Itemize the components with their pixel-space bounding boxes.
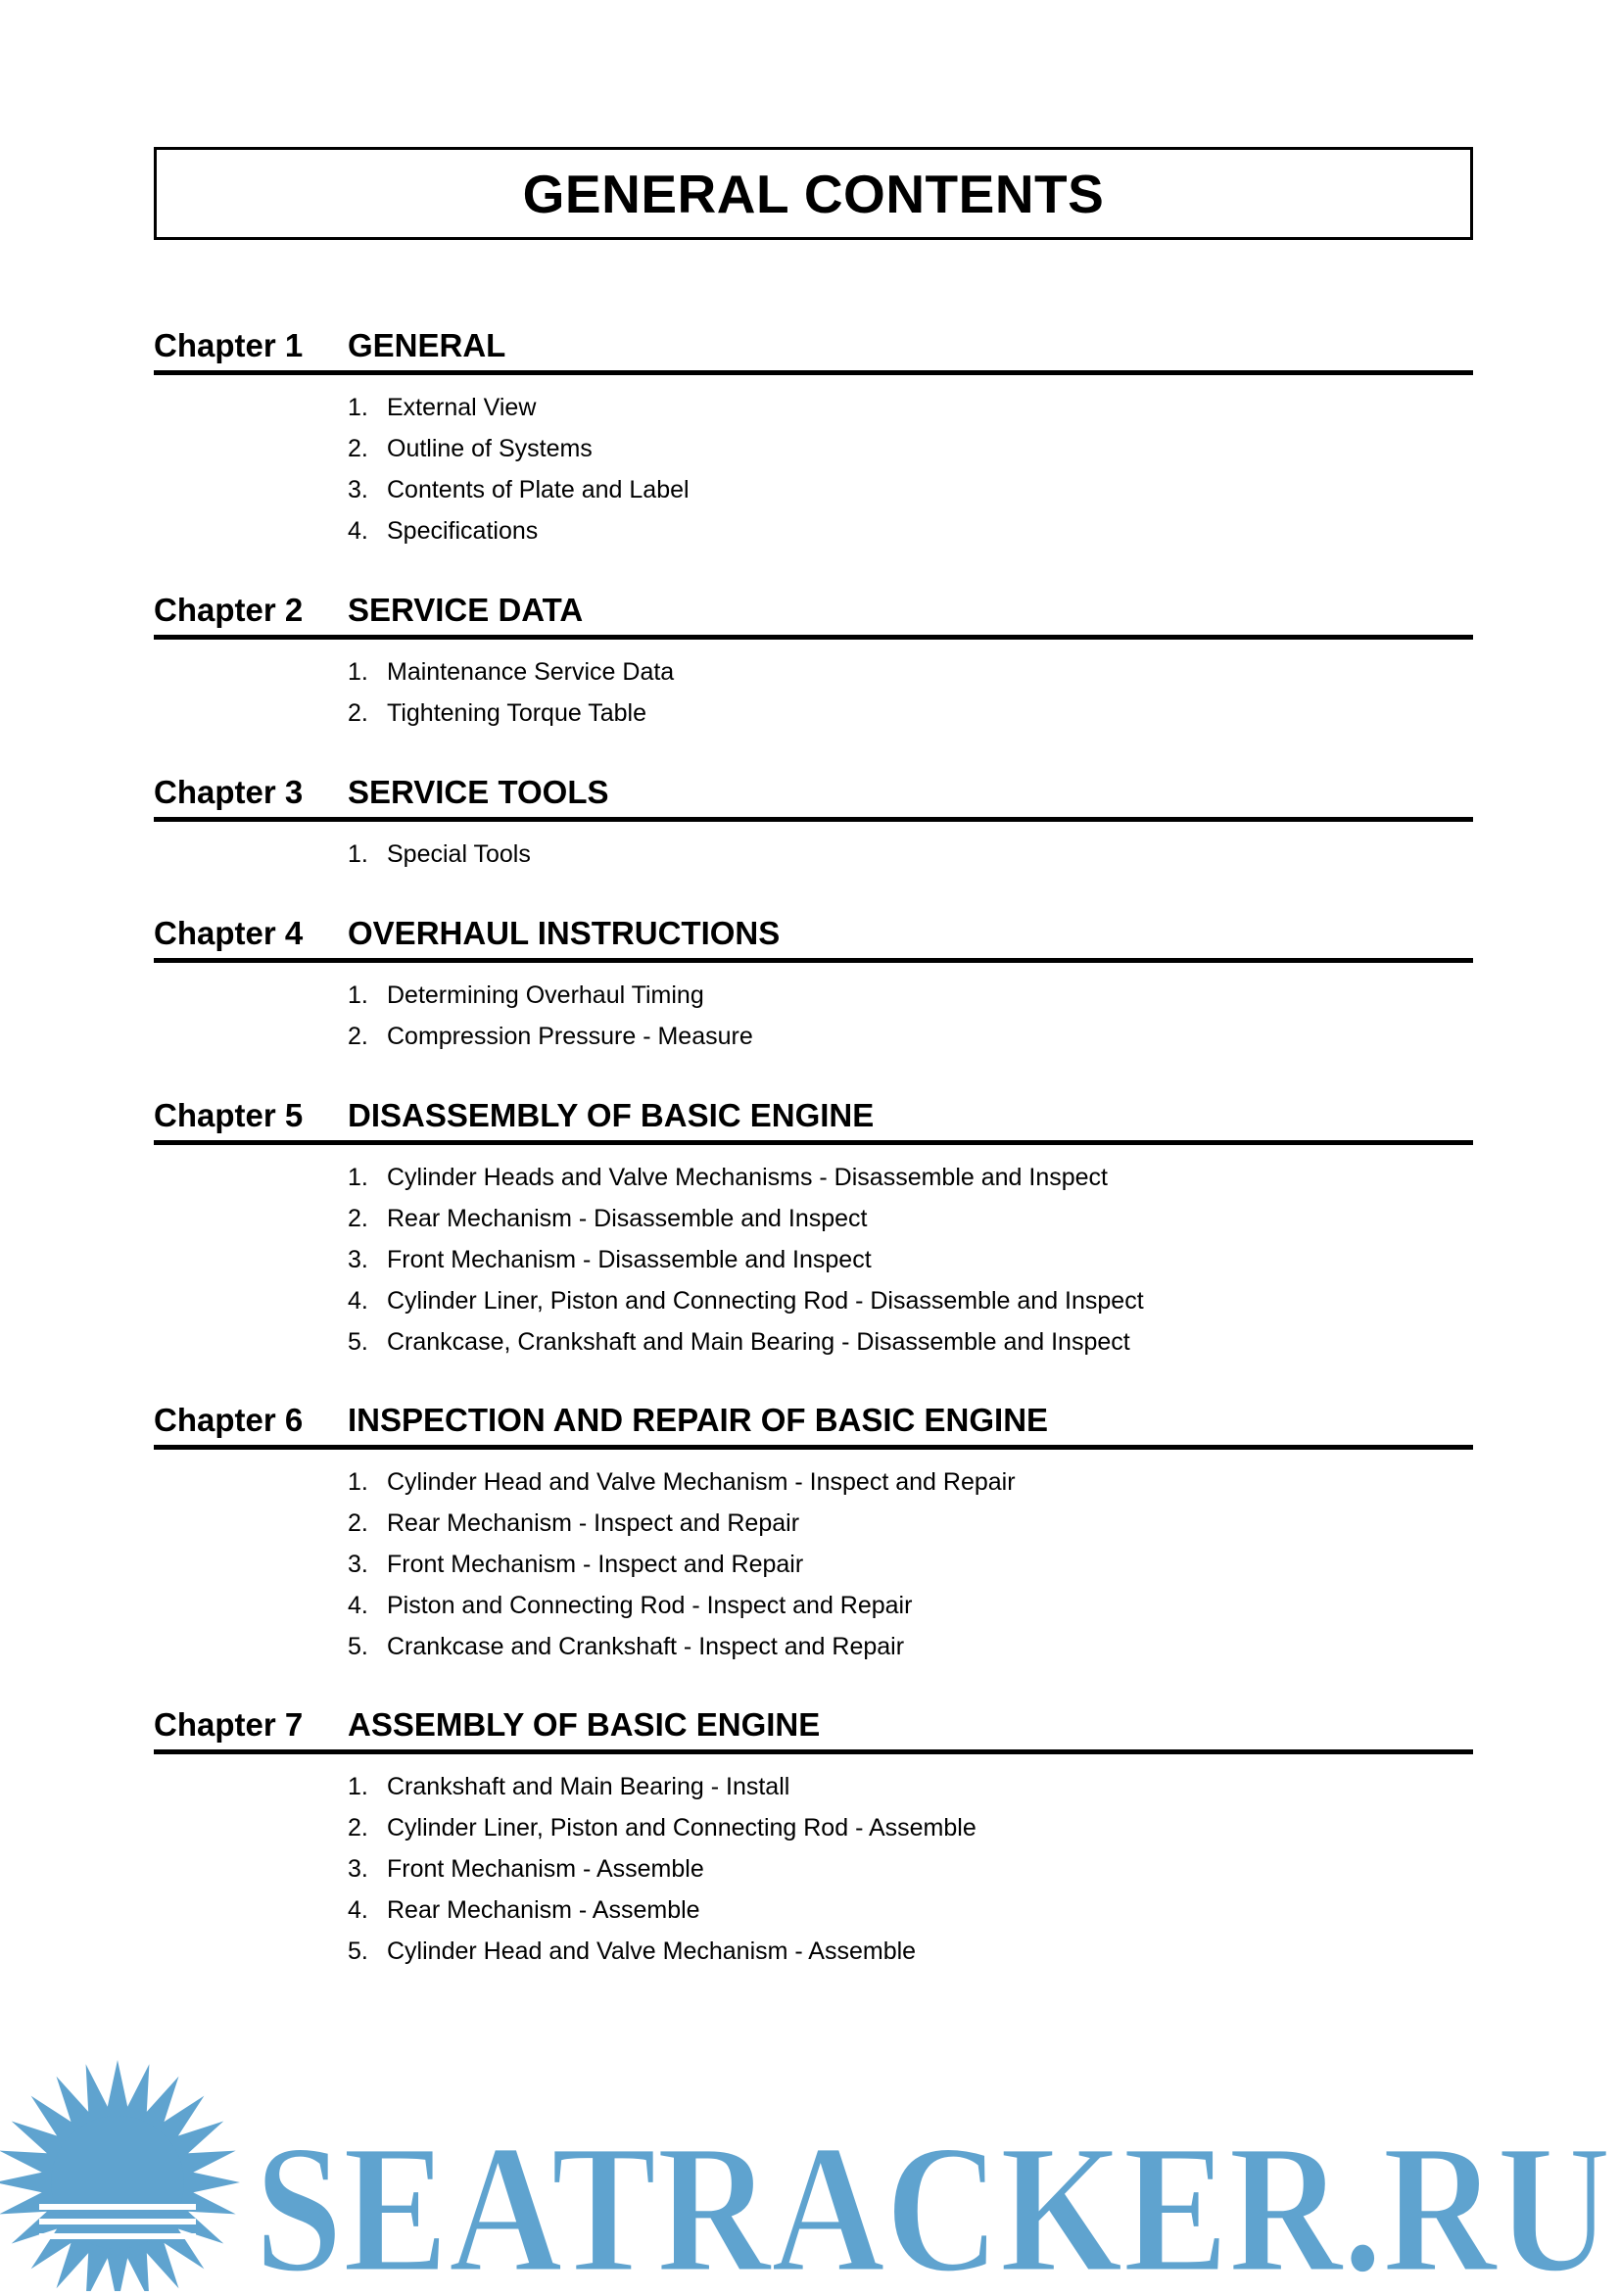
item-text: Rear Mechanism - Inspect and Repair (387, 1509, 800, 1537)
chapter-title: DISASSEMBLY OF BASIC ENGINE (348, 1097, 875, 1133)
item-number: 5. (348, 1328, 368, 1356)
item-text: Cylinder Head and Valve Mechanism - Inspect and Repair (387, 1468, 1016, 1496)
item-number: 5. (348, 1633, 368, 1660)
list-item (154, 834, 1473, 875)
chapter-section (154, 911, 1473, 1057)
item-number: 1. (348, 840, 368, 868)
chapter-label: Chapter 7 (154, 1706, 304, 1743)
chapter-label: Chapter 1 (154, 327, 304, 363)
item-number: 2. (348, 699, 368, 727)
chapter-label: Chapter 5 (154, 1097, 304, 1133)
list-item (154, 1016, 1473, 1057)
list-item (154, 975, 1473, 1016)
item-text: Piston and Connecting Rod - Inspect and Repair (387, 1592, 913, 1619)
item-number: 3. (348, 1551, 368, 1578)
item-text: Special Tools (387, 840, 531, 868)
chapter-heading (154, 1702, 1473, 1754)
chapter-section (154, 323, 1473, 551)
chapter-section (154, 1398, 1473, 1667)
chapter-item-list (154, 822, 1473, 875)
chapter-title: OVERHAUL INSTRUCTIONS (348, 915, 781, 951)
item-text: Contents of Plate and Label (387, 476, 690, 503)
list-item (154, 428, 1473, 469)
chapter-item-list (154, 1145, 1473, 1363)
item-number: 4. (348, 1896, 368, 1924)
chapter-title: SERVICE TOOLS (348, 774, 609, 810)
chapter-heading (154, 323, 1473, 375)
item-text: Rear Mechanism - Assemble (387, 1896, 700, 1924)
chapter-label: Chapter 2 (154, 592, 304, 628)
item-number: 4. (348, 1287, 368, 1315)
item-number: 4. (348, 517, 368, 545)
list-item (154, 1503, 1473, 1544)
list-item (154, 1889, 1473, 1931)
chapter-title: SERVICE DATA (348, 592, 584, 628)
list-item (154, 1626, 1473, 1667)
item-number: 1. (348, 394, 368, 421)
chapter-item-list (154, 375, 1473, 551)
chapter-section (154, 1702, 1473, 1972)
chapter-label: Chapter 4 (154, 915, 304, 951)
item-number: 2. (348, 1023, 368, 1050)
item-number: 3. (348, 1246, 368, 1273)
chapter-heading (154, 1398, 1473, 1450)
chapter-section (154, 1093, 1473, 1363)
chapter-title: GENERAL (348, 327, 506, 363)
item-number: 2. (348, 1509, 368, 1537)
chapter-label: Chapter 3 (154, 774, 304, 810)
item-text: Front Mechanism - Assemble (387, 1855, 704, 1883)
list-item (154, 1239, 1473, 1280)
item-text: Specifications (387, 517, 539, 545)
chapter-heading (154, 770, 1473, 822)
item-number: 3. (348, 476, 368, 503)
watermark-svg (0, 2057, 1620, 2291)
item-number: 1. (348, 1164, 368, 1191)
list-item (154, 1807, 1473, 1848)
item-number: 1. (348, 981, 368, 1009)
item-text: External View (387, 394, 537, 421)
item-text: Cylinder Heads and Valve Mechanisms - Disassemble and Inspect (387, 1164, 1108, 1191)
chapter-label: Chapter 6 (154, 1402, 304, 1438)
watermark-logo (0, 2057, 1620, 2291)
item-text: Crankcase and Crankshaft - Inspect and Repair (387, 1633, 905, 1660)
item-text: Rear Mechanism - Disassemble and Inspect (387, 1205, 868, 1232)
item-text: Outline of Systems (387, 435, 593, 462)
list-item (154, 1198, 1473, 1239)
item-text: Crankshaft and Main Bearing - Install (387, 1773, 790, 1800)
chapter-item-list (154, 1754, 1473, 1972)
list-item (154, 651, 1473, 693)
item-number: 1. (348, 1468, 368, 1496)
chapter-title: INSPECTION AND REPAIR OF BASIC ENGINE (348, 1402, 1049, 1438)
list-item (154, 1157, 1473, 1198)
item-text: Front Mechanism - Inspect and Repair (387, 1551, 804, 1578)
chapter-item-list (154, 1450, 1473, 1667)
item-number: 1. (348, 658, 368, 686)
list-item (154, 693, 1473, 734)
chapter-item-list (154, 963, 1473, 1057)
item-text: Compression Pressure - Measure (387, 1023, 753, 1050)
chapter-title: ASSEMBLY OF BASIC ENGINE (348, 1706, 821, 1743)
sun-burst-icon (0, 2060, 240, 2291)
list-item (154, 1461, 1473, 1503)
list-item (154, 1931, 1473, 1972)
item-text: Cylinder Head and Valve Mechanism - Assemble (387, 1937, 917, 1965)
item-number: 1. (348, 1773, 368, 1800)
item-number: 2. (348, 1205, 368, 1232)
item-text: Tightening Torque Table (387, 699, 647, 727)
chapter-section (154, 770, 1473, 875)
list-item (154, 387, 1473, 428)
item-number: 5. (348, 1937, 368, 1965)
chapter-heading (154, 1093, 1473, 1145)
chapter-heading (154, 911, 1473, 963)
chapter-section (154, 588, 1473, 734)
title-box (154, 147, 1473, 240)
chapter-item-list (154, 640, 1473, 734)
item-text: Cylinder Liner, Piston and Connecting Rod - Assemble (387, 1814, 977, 1842)
list-item (154, 1585, 1473, 1626)
item-number: 2. (348, 1814, 368, 1842)
list-item (154, 469, 1473, 510)
item-text: Cylinder Liner, Piston and Connecting Rod - Disassemble and Inspect (387, 1287, 1144, 1315)
list-item (154, 1280, 1473, 1321)
list-item (154, 1544, 1473, 1585)
item-number: 3. (348, 1855, 368, 1883)
item-number: 2. (348, 435, 368, 462)
page-title: GENERAL CONTENTS (522, 163, 1105, 224)
list-item (154, 1848, 1473, 1889)
watermark-text: SEATRACKER.RU (255, 2106, 1611, 2291)
item-text: Maintenance Service Data (387, 658, 675, 686)
item-number: 4. (348, 1592, 368, 1619)
item-text: Crankcase, Crankshaft and Main Bearing - Disassemble and Inspect (387, 1328, 1130, 1356)
item-text: Front Mechanism - Disassemble and Inspect (387, 1246, 872, 1273)
item-text: Determining Overhaul Timing (387, 981, 704, 1009)
list-item (154, 1766, 1473, 1807)
chapter-heading (154, 588, 1473, 640)
list-item (154, 510, 1473, 551)
list-item (154, 1321, 1473, 1363)
